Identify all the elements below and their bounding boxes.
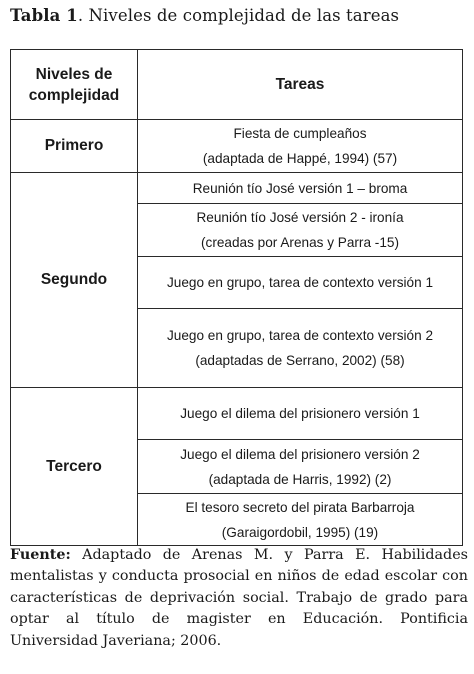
task-cell [138, 440, 463, 494]
source-note [10, 545, 468, 652]
level-cell-segundo: Segundo [11, 173, 138, 388]
source-note-label: Fuente: [10, 547, 71, 563]
table-caption-text: . Niveles de complejidad de las tareas [77, 6, 400, 25]
task-line: (Garaigordobil, 1995) (19) [221, 524, 379, 540]
header-levels [11, 50, 138, 120]
source-note-text: Adaptado de Arenas M. y Parra E. Habilidades mentalistas y conducta prosocial en niños de edad escolar con características de deprivación social. Trabajo de grado para optar al título de magister en Educación. Pontificia Universidad Javeriana; 2006. [10, 547, 468, 649]
task-line: Reunión tío José versión 1 – broma [192, 180, 408, 196]
task-line: (adaptada de Happé, 1994) (57) [202, 151, 398, 166]
task-line: Juego el dilema del prisionero versión 1 [180, 406, 420, 421]
task-cell [138, 309, 463, 388]
level-cell-tercero: Tercero [11, 388, 138, 546]
task-line: Juego en grupo, tarea de contexto versión 1 [166, 275, 433, 290]
table-row [11, 388, 463, 440]
task-cell [138, 204, 463, 257]
task-line: Juego en grupo, tarea de contexto versión 2 [166, 328, 433, 343]
table-caption [10, 6, 466, 25]
task-line: (creadas por Arenas y Parra -15) [201, 235, 399, 250]
complexity-tasks-table [10, 49, 463, 546]
task-line: Reunión tío José versión 2 - ironía [196, 210, 404, 225]
table-header-row [11, 50, 463, 120]
table-row [11, 120, 463, 173]
task-line: (adaptadas de Serrano, 2002) (58) [195, 353, 405, 368]
task-line: Fiesta de cumpleaños [233, 126, 367, 141]
task-cell [138, 257, 463, 309]
table-caption-label: Tabla 1 [10, 6, 78, 25]
header-levels-line2: complejidad [28, 86, 120, 104]
task-line: El tesoro secreto del pirata Barbarroja [185, 499, 415, 515]
header-tasks: Tareas [138, 50, 463, 120]
task-line: (adaptada de Harris, 1992) (2) [208, 471, 392, 487]
task-cell [138, 388, 463, 440]
task-line: Juego el dilema del prisionero versión 2 [180, 446, 420, 462]
task-cell [138, 173, 463, 204]
table-row [11, 173, 463, 204]
header-levels-line1: Niveles de [35, 65, 113, 83]
level-cell-primero: Primero [11, 120, 138, 173]
task-cell [138, 494, 463, 546]
task-cell [138, 120, 463, 173]
